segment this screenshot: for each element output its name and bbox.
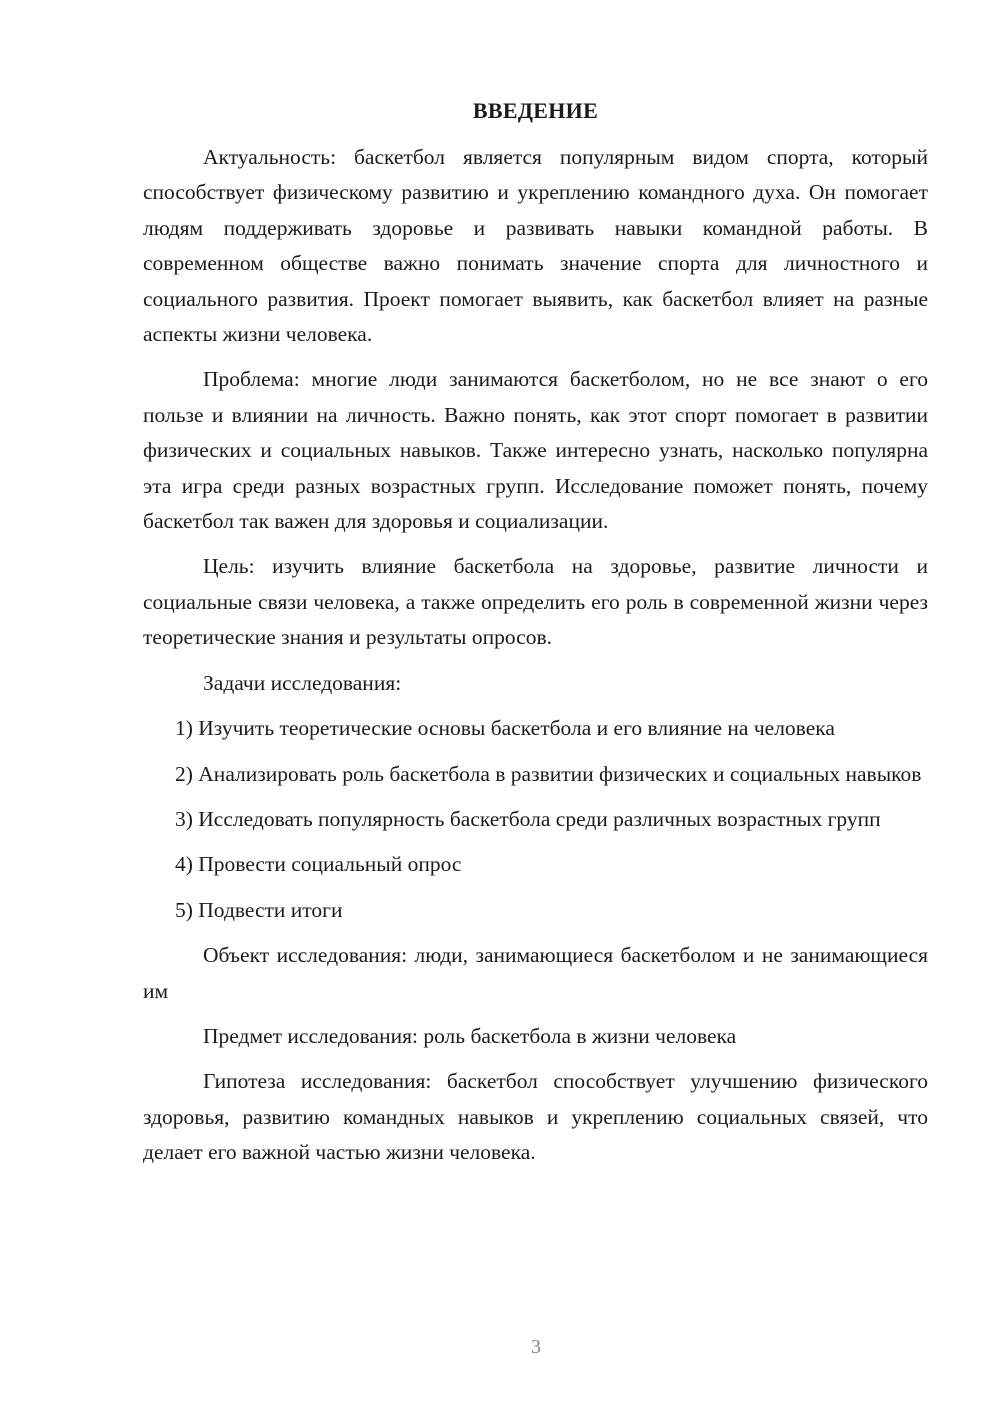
object-paragraph: Объект исследования: люди, занимающиеся баскетболом и не занимающиеся им <box>143 943 928 1003</box>
problem-paragraph: Проблема: многие люди занимаются баскетболом, но не все знают о его пользе и влиянии на личность. Важно понять, как этот спорт помогает в развитии физических и социальных навыков. Также интересно узнать, насколько популярна эта игра среди разных возрастных групп. Исследование поможет понять, почему баскетбол так важен для здоровья и социализации. <box>143 367 928 534</box>
relevance-paragraph: Актуальность: баскетбол является популярным видом спорта, который способствует физическому развитию и укреплению командного духа. Он помогает людям поддерживать здоровье и развивать навыки командной работы. В современном обществе важно понимать значение спорта для личностного и социального развития. Проект помогает выявить, как баскетбол влияет на разные аспекты жизни человека. <box>143 145 928 347</box>
task-item: 3) Исследовать популярность баскетбола среди различных возрастных групп <box>175 806 881 831</box>
task-item: 1) Изучить теоретические основы баскетбола и его влияние на человека <box>175 716 835 741</box>
section-title: ВВЕДЕНИЕ <box>472 98 599 123</box>
task-item: 4) Провести социальный опрос <box>175 852 462 877</box>
subject-paragraph: Предмет исследования: роль баскетбола в жизни человека <box>203 1023 737 1048</box>
goal-paragraph: Цель: изучить влияние баскетбола на здоровье, развитие личности и социальные связи человека, а также определить его роль в современной жизни через теоретические знания и результаты опросов. <box>143 554 928 650</box>
task-item: 2) Анализировать роль баскетбола в развитии физических и социальных навыков <box>175 761 922 786</box>
page-number: 3 <box>531 1336 541 1358</box>
page-content <box>143 96 928 1181</box>
task-item: 5) Подвести итоги <box>175 897 343 922</box>
hypothesis-paragraph: Гипотеза исследования: баскетбол способствует улучшению физического здоровья, развитию командных навыков и укреплению социальных связей, что делает его важной частью жизни человека. <box>143 1069 928 1165</box>
tasks-heading: Задачи исследования: <box>203 670 402 695</box>
